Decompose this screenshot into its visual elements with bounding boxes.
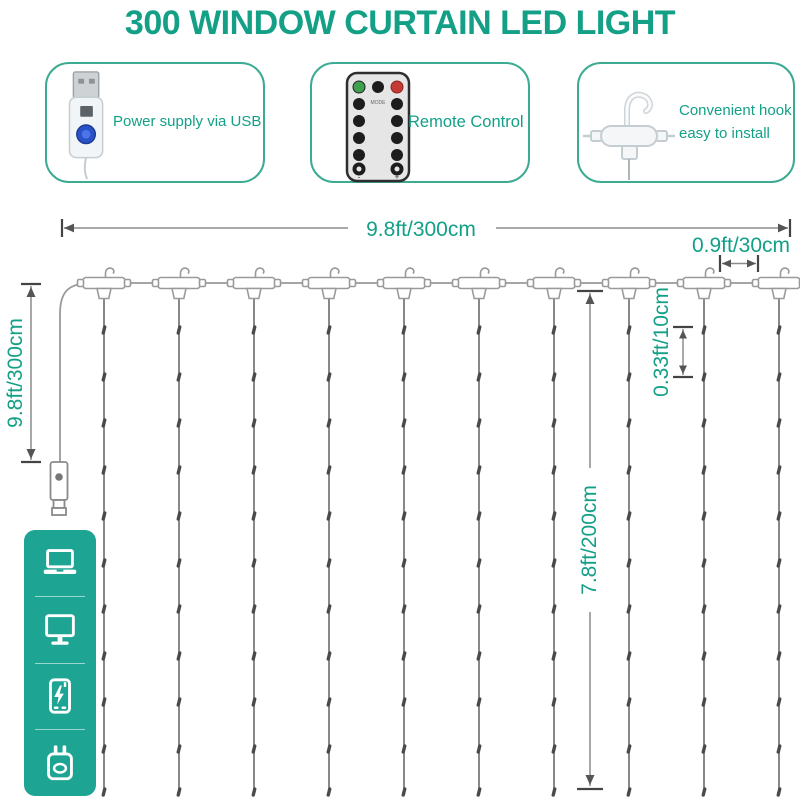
led-bulb-icon (401, 558, 407, 568)
led-bulb-icon (476, 651, 482, 661)
led-bulb-icon (401, 744, 407, 754)
led-bulb-icon (701, 511, 707, 521)
led-bulb-icon (176, 558, 182, 568)
dimension-total-height (4, 284, 41, 462)
led-bulb-icon (401, 651, 407, 661)
led-bulb-icon (326, 325, 332, 335)
led-bulb-icon (101, 465, 107, 475)
hanger-hook-icon (603, 268, 656, 298)
power-option-usb-charger (24, 730, 96, 796)
led-bulb-icon (401, 418, 407, 428)
led-bulb-icon (176, 697, 182, 707)
led-bulb-icon (776, 697, 782, 707)
led-bulb-icon (176, 651, 182, 661)
led-bulb-icon (626, 558, 632, 568)
led-bulb-icon (776, 787, 782, 797)
led-bulb-icon (776, 744, 782, 754)
curtain-string (453, 268, 506, 797)
hanger-hook-icon (228, 268, 281, 298)
led-bulb-icon (326, 744, 332, 754)
led-bulb-icon (476, 372, 482, 382)
led-bulb-icon (176, 325, 182, 335)
hanger-hook-icon (378, 268, 431, 298)
hanger-hook-icon (528, 268, 581, 298)
led-bulb-icon (251, 511, 257, 521)
power-option-laptop (24, 530, 96, 596)
power-options-panel (24, 530, 96, 796)
led-bulb-icon (476, 558, 482, 568)
led-bulb-icon (626, 604, 632, 614)
curtain-string (303, 268, 356, 797)
dimension-led-spacing (650, 287, 693, 397)
led-bulb-icon (476, 418, 482, 428)
led-bulb-icon (776, 511, 782, 521)
led-bulb-icon (101, 604, 107, 614)
power-option-monitor (24, 597, 96, 663)
monitor-icon (39, 609, 81, 651)
led-bulb-icon (176, 787, 182, 797)
curtain-string (753, 268, 800, 797)
led-bulb-icon (551, 787, 557, 797)
power-option-power-bank (24, 664, 96, 730)
led-bulb-icon (251, 651, 257, 661)
curtain-string (678, 268, 731, 797)
dimension-total-width (62, 218, 790, 241)
led-bulb-icon (551, 651, 557, 661)
led-bulb-icon (401, 604, 407, 614)
feature-label-hook: Convenient hook easy to install (679, 102, 792, 142)
hanger-hook-icon (153, 268, 206, 298)
led-bulb-icon (251, 558, 257, 568)
led-bulb-icon (326, 418, 332, 428)
led-bulb-icon (101, 744, 107, 754)
led-bulb-icon (176, 465, 182, 475)
curtain-string (603, 268, 656, 797)
led-bulb-icon (626, 372, 632, 382)
led-bulb-icon (176, 511, 182, 521)
led-bulb-icon (626, 697, 632, 707)
remote-mode-label: MODE (370, 100, 386, 106)
led-bulb-icon (476, 787, 482, 797)
led-bulb-icon (401, 787, 407, 797)
led-bulb-icon (626, 787, 632, 797)
led-bulb-icon (701, 697, 707, 707)
curtain-string (153, 268, 206, 797)
led-bulb-icon (701, 787, 707, 797)
led-bulb-icon (551, 325, 557, 335)
curtain-string (528, 268, 581, 797)
led-bulb-icon (176, 744, 182, 754)
remote-plus-label: + (394, 172, 400, 182)
led-bulb-icon (701, 418, 707, 428)
led-bulb-icon (626, 325, 632, 335)
led-bulb-icon (251, 744, 257, 754)
led-spacing-label: 0.33ft/10cm (650, 287, 673, 397)
led-bulb-icon (326, 558, 332, 568)
led-bulb-icon (626, 744, 632, 754)
led-bulb-icon (626, 418, 632, 428)
led-bulb-icon (101, 697, 107, 707)
led-bulb-icon (251, 465, 257, 475)
led-bulb-icon (701, 651, 707, 661)
led-bulb-icon (476, 604, 482, 614)
hanger-hook-icon (453, 268, 506, 298)
hanger-hook-icon (678, 268, 731, 298)
led-bulb-icon (476, 697, 482, 707)
led-bulb-icon (326, 697, 332, 707)
led-bulb-icon (326, 372, 332, 382)
led-bulb-icon (251, 325, 257, 335)
power-bank-icon (39, 675, 81, 717)
led-bulb-icon (176, 604, 182, 614)
led-bulb-icon (326, 604, 332, 614)
led-bulb-icon (101, 651, 107, 661)
feature-label-remote: Remote Control (408, 113, 524, 132)
led-bulb-icon (326, 651, 332, 661)
led-bulb-icon (776, 418, 782, 428)
led-bulb-icon (551, 511, 557, 521)
power-cable (60, 283, 104, 462)
led-bulb-icon (776, 372, 782, 382)
remote-minus-label: - (357, 172, 361, 182)
led-bulb-icon (101, 787, 107, 797)
led-bulb-icon (776, 325, 782, 335)
led-bulb-icon (776, 651, 782, 661)
led-bulb-icon (551, 697, 557, 707)
led-bulb-icon (551, 418, 557, 428)
led-bulb-icon (551, 744, 557, 754)
led-bulb-icon (101, 511, 107, 521)
hanger-hook-icon (303, 268, 356, 298)
led-bulb-icon (626, 651, 632, 661)
usb-plug-drawing (51, 462, 68, 515)
led-bulb-icon (326, 465, 332, 475)
led-bulb-icon (401, 465, 407, 475)
led-bulb-icon (476, 325, 482, 335)
dimension-string-spacing (692, 234, 790, 272)
led-bulb-icon (776, 558, 782, 568)
led-bulb-icon (251, 787, 257, 797)
led-bulb-icon (626, 511, 632, 521)
string-spacing-label: 0.9ft/30cm (691, 234, 791, 257)
curtain-string (228, 268, 281, 797)
led-bulb-icon (326, 511, 332, 521)
led-bulb-icon (401, 511, 407, 521)
drop-height-label: 7.8ft/200cm (578, 485, 601, 595)
led-bulb-icon (626, 465, 632, 475)
led-bulb-icon (776, 604, 782, 614)
page-title: 300 WINDOW CURTAIN LED LIGHT (124, 4, 676, 42)
led-bulb-icon (401, 697, 407, 707)
led-bulb-icon (476, 465, 482, 475)
curtain-string (378, 268, 431, 797)
led-bulb-icon (701, 558, 707, 568)
led-bulb-icon (101, 325, 107, 335)
led-bulb-icon (251, 604, 257, 614)
led-bulb-icon (476, 511, 482, 521)
led-bulb-icon (176, 372, 182, 382)
led-bulb-icon (101, 418, 107, 428)
feature-label-usb-power: Power supply via USB (113, 113, 262, 131)
led-bulb-icon (551, 465, 557, 475)
led-bulb-icon (176, 418, 182, 428)
led-bulb-icon (401, 325, 407, 335)
led-bulb-icon (251, 418, 257, 428)
hanger-hook-icon (78, 268, 131, 298)
led-bulb-icon (476, 744, 482, 754)
led-bulb-icon (551, 558, 557, 568)
led-bulb-icon (326, 787, 332, 797)
hanger-hook-icon (753, 268, 800, 298)
led-bulb-icon (251, 372, 257, 382)
laptop-icon (39, 542, 81, 584)
led-bulb-icon (251, 697, 257, 707)
led-bulb-icon (701, 465, 707, 475)
led-bulb-icon (701, 744, 707, 754)
led-bulb-icon (701, 372, 707, 382)
led-bulb-icon (776, 465, 782, 475)
led-bulb-icon (101, 372, 107, 382)
usb-charger-icon (39, 742, 81, 784)
led-bulb-icon (551, 372, 557, 382)
led-bulb-icon (551, 604, 557, 614)
led-bulb-icon (701, 604, 707, 614)
total-width-label: 9.8ft/300cm (366, 218, 476, 241)
led-bulb-icon (101, 558, 107, 568)
led-bulb-icon (401, 372, 407, 382)
dimension-drop-height (577, 291, 603, 789)
total-height-label: 9.8ft/300cm (4, 318, 27, 428)
led-bulb-icon (701, 325, 707, 335)
